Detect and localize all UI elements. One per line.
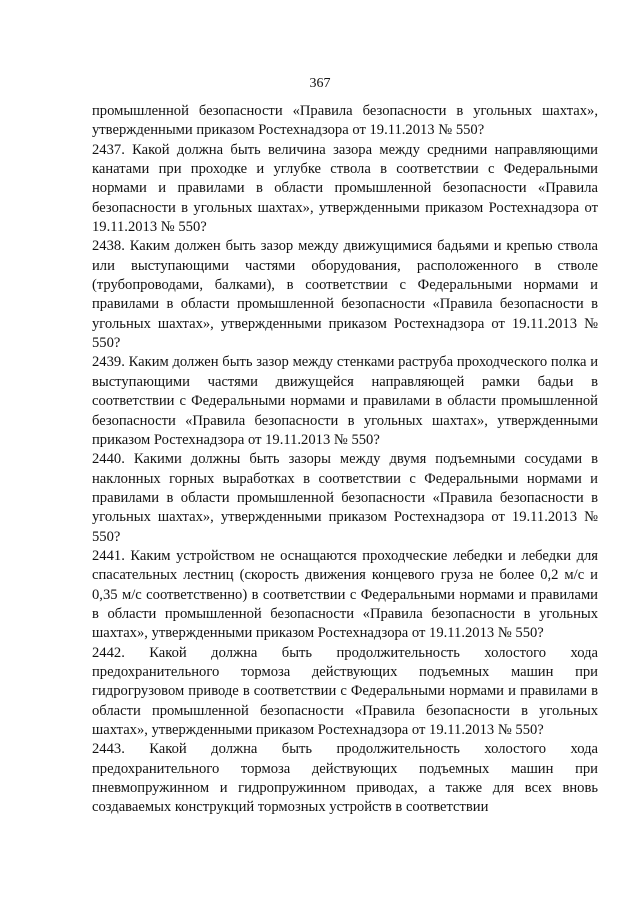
question-2442: 2442. Какой должна быть продолжительность холостого хода предохранительного тормоза действующих подъемных машин при гидрогрузовом приводе в соответствии с Федеральными нормами и правилами в области промышленной безопасности «Правила безопасности в угольных шахтах», утвержденными приказом Ростехнадзора от 19.11.2013 № 550?	[92, 644, 598, 738]
question-2437: 2437. Какой должна быть величина зазора между средними направляющими канатами при проходке и углубке ствола в соответствии с Федеральными нормами и правилами в области промышленной безопасности «Правила безопасности в угольных шахтах», утвержденными приказом Ростехнадзора от 19.11.2013 № 550?	[92, 141, 598, 236]
question-2440: 2440. Какими должны быть зазоры между двумя подъемными сосудами в наклонных горных выработках в соответствии с Федеральными нормами и правилами в области промышленной безопасности «Правила безопасности в угольных шахтах», утвержденными приказом Ростехнадзора от 19.11.2013 № 550?	[92, 451, 598, 545]
paragraph-continuation: промышленной безопасности «Правила безопасности в угольных шахтах», утвержденными приказом Ростехнадзора от 19.11.2013 № 550?	[92, 103, 598, 139]
page-content	[92, 102, 598, 818]
question-2438: 2438. Каким должен быть зазор между движущимися бадьями и крепью ствола или выступающими частями оборудования, расположенного в стволе (трубопроводами, балками), в соответствии с Федеральными нормами и правилами в области промышленной безопасности «Правила безопасности в угольных шахтах», утвержденными приказом Ростехнадзора от 19.11.2013 № 550?	[92, 238, 598, 352]
question-2441: 2441. Каким устройством не оснащаются проходческие лебедки и лебедки для спасательных лестниц (скорость движения концевого груза не более 0,2 м/с и 0,35 м/с соответственно) в соответствии с Федеральными нормами и правилами в области промышленной безопасности «Правила безопасности в угольных шахтах», утвержденными приказом Ростехнадзора от 19.11.2013 № 550?	[92, 547, 598, 642]
question-2439: 2439. Каким должен быть зазор между стенками раструба проходческого полка и выступающими частями движущейся направляющей рамки бадьи в соответствии с Федеральными нормами и правилами в области промышленной безопасности «Правила безопасности в угольных шахтах», утвержденными приказом Ростехнадзора от 19.11.2013 № 550?	[92, 354, 598, 448]
page-number: 367	[309, 76, 331, 91]
question-2443: 2443. Какой должна быть продолжительность холостого хода предохранительного тормоза действующих подъемных машин при пневмопружинном и гидропружинном приводах, а также для всех вновь создаваемых конструкций тормозных устройств в соответствии	[92, 741, 598, 816]
